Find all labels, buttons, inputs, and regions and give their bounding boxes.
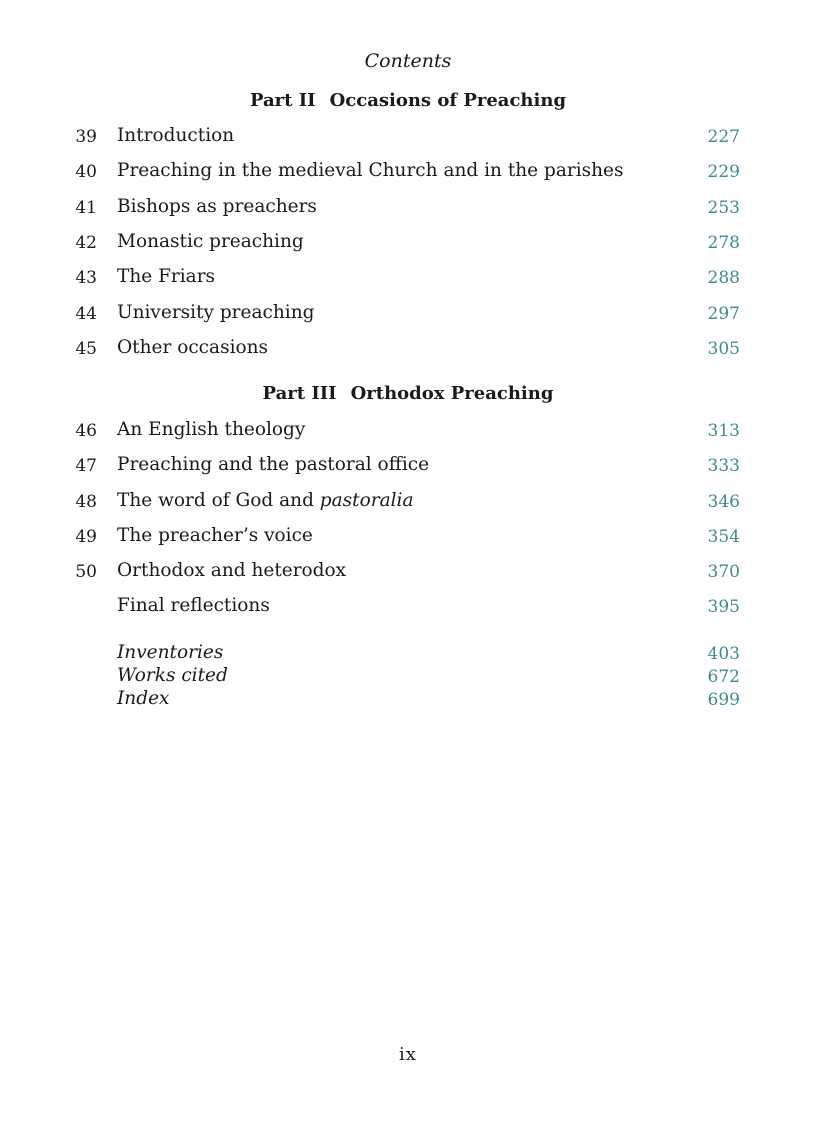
toc-entry[interactable] (0, 525, 816, 551)
chapter-number: 46 (75, 421, 97, 441)
chapter-number: 40 (75, 162, 97, 182)
chapter-title-italic: pastoralia (319, 490, 414, 511)
chapter-title: Final reflections (117, 595, 270, 616)
page-number: 403 (707, 644, 740, 664)
chapter-number: 47 (75, 456, 97, 476)
chapter-title: Bishops as preachers (117, 196, 317, 217)
page-number: 333 (707, 456, 740, 476)
toc-entry[interactable] (0, 560, 816, 586)
back-matter-title: Index (117, 688, 170, 709)
toc-entry[interactable] (0, 125, 816, 151)
toc-entry-back-matter[interactable] (0, 688, 816, 714)
page-number: 370 (707, 562, 740, 582)
chapter-number: 41 (75, 198, 97, 218)
chapter-title: University preaching (117, 302, 315, 323)
toc-entry[interactable] (0, 490, 816, 516)
chapter-title: An English theology (117, 419, 306, 440)
page-number: 699 (707, 690, 740, 710)
page-number: 346 (707, 492, 740, 512)
page-number: 297 (707, 304, 740, 324)
chapter-number: 44 (75, 304, 97, 324)
back-matter-title: Works cited (117, 665, 228, 686)
toc-entry[interactable] (0, 595, 816, 621)
part-title: Occasions of Preaching (329, 90, 567, 111)
toc-entry[interactable] (0, 419, 816, 445)
toc-entry[interactable] (0, 337, 816, 363)
page-number: 288 (707, 268, 740, 288)
page-folio: ix (399, 1044, 417, 1065)
chapter-number: 49 (75, 527, 97, 547)
toc-entry[interactable] (0, 196, 816, 222)
page-number: 229 (707, 162, 740, 182)
chapter-title-plain: The word of God and (117, 490, 320, 511)
toc-entry[interactable] (0, 454, 816, 480)
part-heading (0, 90, 816, 111)
part-label: Part II (249, 90, 316, 111)
chapter-number: 45 (75, 339, 97, 359)
page-number: 313 (707, 421, 740, 441)
chapter-title: The Friars (117, 266, 216, 287)
page-number: 672 (707, 667, 740, 687)
chapter-title: Introduction (117, 125, 235, 146)
chapter-title: Other occasions (117, 337, 269, 358)
page-number: 395 (707, 597, 740, 617)
chapter-title: The preacher’s voice (117, 525, 313, 546)
chapter-title: Preaching and the pastoral office (117, 454, 430, 475)
part-title: Orthodox Preaching (350, 383, 554, 404)
chapter-title (117, 490, 413, 511)
page-number: 278 (707, 233, 740, 253)
back-matter-title: Inventories (117, 642, 224, 663)
chapter-title: Monastic preaching (117, 231, 304, 252)
part-heading (0, 383, 816, 404)
page-number: 305 (707, 339, 740, 359)
running-head: Contents (364, 50, 452, 72)
part-label: Part III (262, 383, 337, 404)
toc-entry[interactable] (0, 266, 816, 292)
page-number: 227 (707, 127, 740, 147)
page-number: 354 (707, 527, 740, 547)
chapter-number: 43 (75, 268, 97, 288)
chapter-number: 42 (75, 233, 97, 253)
page-number: 253 (707, 198, 740, 218)
toc-entry[interactable] (0, 231, 816, 257)
toc-entry[interactable] (0, 302, 816, 328)
chapter-number: 48 (75, 492, 97, 512)
chapter-number: 39 (75, 127, 97, 147)
chapter-title: Preaching in the medieval Church and in the parishes (117, 160, 624, 181)
toc-entry[interactable] (0, 160, 816, 186)
chapter-number: 50 (75, 562, 97, 582)
chapter-title: Orthodox and heterodox (117, 560, 347, 581)
